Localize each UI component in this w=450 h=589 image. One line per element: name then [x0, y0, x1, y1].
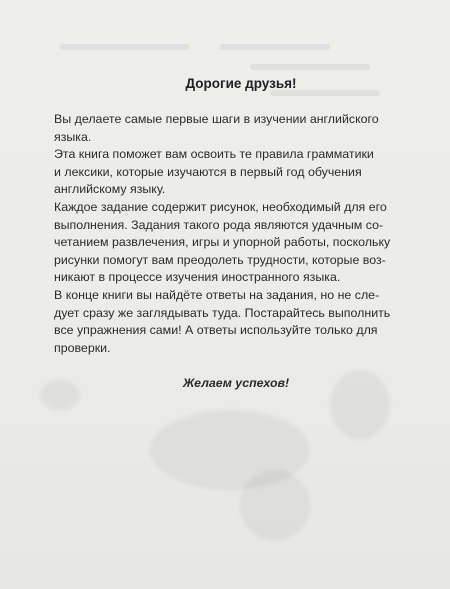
bleed-through-shape: [240, 470, 310, 540]
paragraph-4: В конце книги вы найдёте ответы на задания, но не сле- дует сразу же заглядывать туда. Постарайтесь выполнить все упражнения сами! А ответы используйте только для проверки.: [54, 287, 391, 355]
letter-content: [54, 76, 414, 390]
bleed-through-line: [250, 64, 370, 70]
bleed-through-line: [60, 44, 190, 50]
closing-wish: Желаем успехов!: [182, 376, 290, 391]
paragraph-3: Каждое задание содержит рисунок, необходимый для его выполнения. Задания такого рода являются удачным со- четанием развлечения, игры и упорной работы, поскольку рисунки помогут вам преодолеть трудности, которые воз- никают в процессе изучения иностранного языка.: [54, 199, 391, 285]
paragraph-2: Эта книга поможет вам освоить те правила грамматики и лексики, которые изучаются в первый год обучения английскому языку.: [54, 147, 374, 197]
page-title: Дорогие друзья!: [185, 76, 297, 91]
paragraph-1: Вы делаете самые первые шаги в изучении английского языка.: [54, 112, 379, 144]
bleed-through-line: [220, 44, 330, 50]
